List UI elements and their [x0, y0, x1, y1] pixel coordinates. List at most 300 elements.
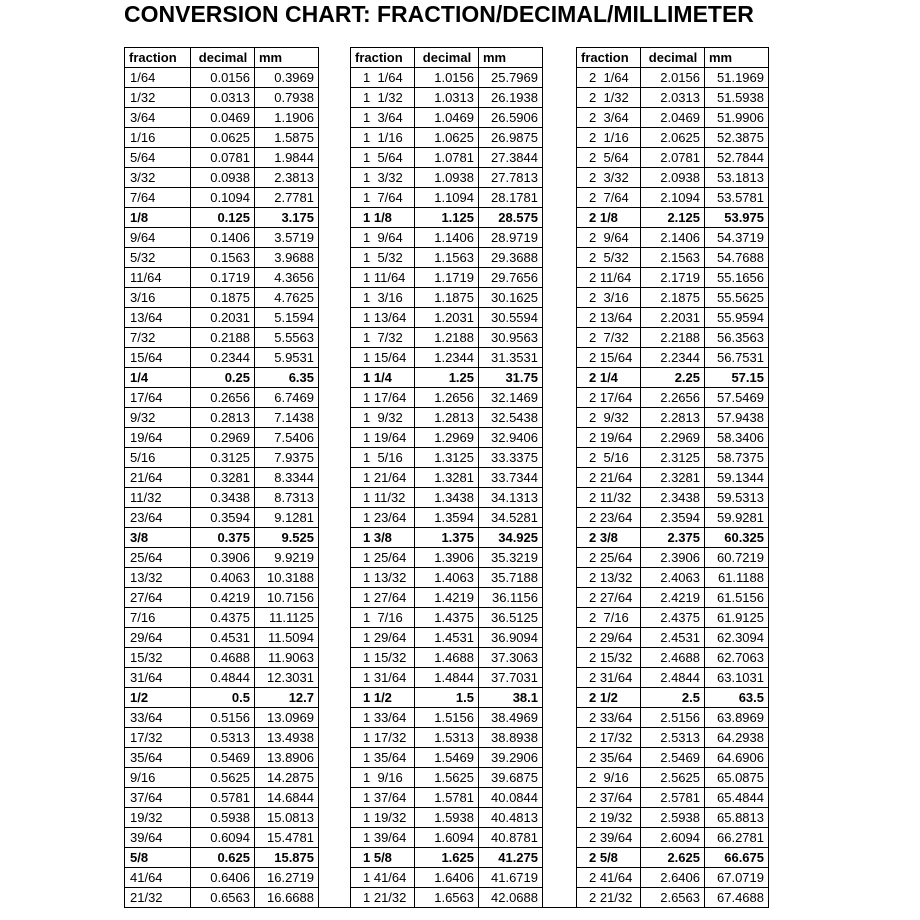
table-row	[125, 548, 769, 568]
fraction-cell: 2 1/2	[577, 688, 641, 708]
fraction-cell: 2 5/64	[577, 148, 641, 168]
decimal-cell: 0.4063	[191, 568, 255, 588]
fraction-cell: 31/64	[125, 668, 191, 688]
mm-cell: 26.5906	[479, 108, 543, 128]
column-gap	[319, 728, 351, 748]
mm-cell: 63.8969	[705, 708, 769, 728]
decimal-cell: 2.0625	[641, 128, 705, 148]
mm-cell: 28.575	[479, 208, 543, 228]
column-gap	[319, 408, 351, 428]
mm-cell: 59.9281	[705, 508, 769, 528]
table-row	[125, 68, 769, 88]
column-gap	[319, 88, 351, 108]
column-gap	[543, 288, 577, 308]
table-row	[125, 588, 769, 608]
column-gap	[543, 448, 577, 468]
mm-cell: 67.4688	[705, 888, 769, 908]
fraction-cell: 2 13/64	[577, 308, 641, 328]
column-gap	[543, 88, 577, 108]
mm-cell: 5.5563	[255, 328, 319, 348]
decimal-cell: 0.0313	[191, 88, 255, 108]
column-gap	[543, 128, 577, 148]
table-row	[125, 388, 769, 408]
column-gap	[319, 368, 351, 388]
mm-cell: 16.6688	[255, 888, 319, 908]
decimal-cell: 0.3594	[191, 508, 255, 528]
column-gap	[543, 348, 577, 368]
fraction-cell: 2 9/32	[577, 408, 641, 428]
mm-cell: 39.6875	[479, 768, 543, 788]
mm-cell: 3.9688	[255, 248, 319, 268]
mm-cell: 61.1188	[705, 568, 769, 588]
decimal-cell: 0.2813	[191, 408, 255, 428]
fraction-cell: 2 1/4	[577, 368, 641, 388]
fraction-cell: 25/64	[125, 548, 191, 568]
decimal-cell: 1.4219	[415, 588, 479, 608]
fraction-cell: 2 7/16	[577, 608, 641, 628]
fraction-cell: 2 19/32	[577, 808, 641, 828]
mm-cell: 7.9375	[255, 448, 319, 468]
mm-cell: 53.975	[705, 208, 769, 228]
mm-cell: 63.5	[705, 688, 769, 708]
decimal-cell: 0.1875	[191, 288, 255, 308]
decimal-cell: 0.2188	[191, 328, 255, 348]
decimal-cell: 0.2031	[191, 308, 255, 328]
fraction-cell: 3/32	[125, 168, 191, 188]
header-decimal: decimal	[415, 48, 479, 68]
fraction-cell: 1 11/64	[351, 268, 415, 288]
fraction-cell: 1 7/32	[351, 328, 415, 348]
decimal-cell: 1.5469	[415, 748, 479, 768]
table-row	[125, 848, 769, 868]
column-gap	[319, 868, 351, 888]
decimal-cell: 0.5313	[191, 728, 255, 748]
fraction-cell: 35/64	[125, 748, 191, 768]
mm-cell: 9.9219	[255, 548, 319, 568]
header-mm: mm	[479, 48, 543, 68]
fraction-cell: 21/64	[125, 468, 191, 488]
fraction-cell: 37/64	[125, 788, 191, 808]
column-gap	[543, 428, 577, 448]
fraction-cell: 1 1/4	[351, 368, 415, 388]
table-row	[125, 888, 769, 908]
mm-cell: 9.1281	[255, 508, 319, 528]
decimal-cell: 0.6406	[191, 868, 255, 888]
mm-cell: 65.0875	[705, 768, 769, 788]
decimal-cell: 2.5156	[641, 708, 705, 728]
fraction-cell: 1/4	[125, 368, 191, 388]
fraction-cell: 1 11/32	[351, 488, 415, 508]
column-gap	[319, 628, 351, 648]
fraction-cell: 1 5/16	[351, 448, 415, 468]
fraction-cell: 1 1/64	[351, 68, 415, 88]
decimal-cell: 0.4219	[191, 588, 255, 608]
column-gap	[543, 468, 577, 488]
mm-cell: 61.5156	[705, 588, 769, 608]
column-gap	[543, 308, 577, 328]
column-gap	[543, 328, 577, 348]
mm-cell: 40.0844	[479, 788, 543, 808]
mm-cell: 34.925	[479, 528, 543, 548]
mm-cell: 64.6906	[705, 748, 769, 768]
fraction-cell: 2 3/32	[577, 168, 641, 188]
column-gap	[543, 888, 577, 908]
table-row	[125, 468, 769, 488]
mm-cell: 30.9563	[479, 328, 543, 348]
column-gap	[319, 108, 351, 128]
decimal-cell: 2.1719	[641, 268, 705, 288]
fraction-cell: 1 7/64	[351, 188, 415, 208]
fraction-cell: 2 1/16	[577, 128, 641, 148]
decimal-cell: 2.0938	[641, 168, 705, 188]
fraction-cell: 1 5/32	[351, 248, 415, 268]
decimal-cell: 1.2188	[415, 328, 479, 348]
fraction-cell: 2 27/64	[577, 588, 641, 608]
fraction-cell: 2 25/64	[577, 548, 641, 568]
mm-cell: 13.8906	[255, 748, 319, 768]
decimal-cell: 1.3594	[415, 508, 479, 528]
decimal-cell: 2.1094	[641, 188, 705, 208]
table-row	[125, 648, 769, 668]
mm-cell: 30.5594	[479, 308, 543, 328]
mm-cell: 51.9906	[705, 108, 769, 128]
mm-cell: 14.2875	[255, 768, 319, 788]
mm-cell: 54.7688	[705, 248, 769, 268]
mm-cell: 0.3969	[255, 68, 319, 88]
header-mm: mm	[705, 48, 769, 68]
fraction-cell: 2 1/32	[577, 88, 641, 108]
decimal-cell: 2.4375	[641, 608, 705, 628]
decimal-cell: 2.5313	[641, 728, 705, 748]
decimal-cell: 0.1563	[191, 248, 255, 268]
table-row	[125, 168, 769, 188]
column-gap	[543, 728, 577, 748]
decimal-cell: 1.1563	[415, 248, 479, 268]
decimal-cell: 0.3438	[191, 488, 255, 508]
mm-cell: 11.9063	[255, 648, 319, 668]
fraction-cell: 1 1/8	[351, 208, 415, 228]
mm-cell: 38.4969	[479, 708, 543, 728]
table-row	[125, 668, 769, 688]
fraction-cell: 23/64	[125, 508, 191, 528]
decimal-cell: 2.0313	[641, 88, 705, 108]
fraction-cell: 9/64	[125, 228, 191, 248]
fraction-cell: 5/16	[125, 448, 191, 468]
mm-cell: 15.0813	[255, 808, 319, 828]
decimal-cell: 1.5156	[415, 708, 479, 728]
mm-cell: 4.7625	[255, 288, 319, 308]
mm-cell: 11.5094	[255, 628, 319, 648]
column-gap	[319, 308, 351, 328]
fraction-cell: 19/32	[125, 808, 191, 828]
mm-cell: 61.9125	[705, 608, 769, 628]
column-gap	[319, 448, 351, 468]
fraction-cell: 29/64	[125, 628, 191, 648]
decimal-cell: 2.4531	[641, 628, 705, 648]
decimal-cell: 0.0469	[191, 108, 255, 128]
column-gap	[319, 188, 351, 208]
mm-cell: 29.3688	[479, 248, 543, 268]
mm-cell: 2.3813	[255, 168, 319, 188]
column-gap	[319, 648, 351, 668]
decimal-cell: 1.3906	[415, 548, 479, 568]
decimal-cell: 0.3281	[191, 468, 255, 488]
column-gap	[543, 788, 577, 808]
mm-cell: 32.1469	[479, 388, 543, 408]
decimal-cell: 1.125	[415, 208, 479, 228]
decimal-cell: 1.4844	[415, 668, 479, 688]
mm-cell: 30.1625	[479, 288, 543, 308]
fraction-cell: 2 9/16	[577, 768, 641, 788]
decimal-cell: 0.3125	[191, 448, 255, 468]
table-row	[125, 788, 769, 808]
table-row	[125, 608, 769, 628]
column-gap	[543, 208, 577, 228]
decimal-cell: 2.4219	[641, 588, 705, 608]
column-gap	[319, 568, 351, 588]
table-row	[125, 708, 769, 728]
fraction-cell: 13/32	[125, 568, 191, 588]
column-gap	[319, 248, 351, 268]
mm-cell: 51.1969	[705, 68, 769, 88]
column-gap	[319, 428, 351, 448]
mm-cell: 36.1156	[479, 588, 543, 608]
mm-cell: 55.1656	[705, 268, 769, 288]
column-gap	[319, 148, 351, 168]
decimal-cell: 1.5938	[415, 808, 479, 828]
fraction-cell: 2 17/32	[577, 728, 641, 748]
decimal-cell: 1.0469	[415, 108, 479, 128]
decimal-cell: 0.4688	[191, 648, 255, 668]
mm-cell: 60.7219	[705, 548, 769, 568]
table-row	[125, 408, 769, 428]
fraction-cell: 1 1/32	[351, 88, 415, 108]
decimal-cell: 0.3906	[191, 548, 255, 568]
fraction-cell: 33/64	[125, 708, 191, 728]
fraction-cell: 1 9/16	[351, 768, 415, 788]
column-gap	[543, 708, 577, 728]
decimal-cell: 1.375	[415, 528, 479, 548]
decimal-cell: 0.2969	[191, 428, 255, 448]
decimal-cell: 1.1875	[415, 288, 479, 308]
fraction-cell: 1 29/64	[351, 628, 415, 648]
column-gap	[543, 228, 577, 248]
mm-cell: 3.5719	[255, 228, 319, 248]
decimal-cell: 0.1719	[191, 268, 255, 288]
decimal-cell: 1.2969	[415, 428, 479, 448]
decimal-cell: 2.4688	[641, 648, 705, 668]
decimal-cell: 2.4063	[641, 568, 705, 588]
decimal-cell: 0.625	[191, 848, 255, 868]
table-row	[125, 688, 769, 708]
fraction-cell: 2 31/64	[577, 668, 641, 688]
fraction-cell: 19/64	[125, 428, 191, 448]
column-gap	[543, 188, 577, 208]
fraction-cell: 1 33/64	[351, 708, 415, 728]
table-row	[125, 328, 769, 348]
mm-cell: 11.1125	[255, 608, 319, 628]
column-gap	[319, 468, 351, 488]
decimal-cell: 2.3906	[641, 548, 705, 568]
decimal-cell: 1.0156	[415, 68, 479, 88]
fraction-cell: 11/32	[125, 488, 191, 508]
column-gap	[319, 688, 351, 708]
column-gap	[543, 368, 577, 388]
decimal-cell: 0.1406	[191, 228, 255, 248]
mm-cell: 58.3406	[705, 428, 769, 448]
mm-cell: 42.0688	[479, 888, 543, 908]
fraction-cell: 2 7/64	[577, 188, 641, 208]
fraction-cell: 2 5/16	[577, 448, 641, 468]
fraction-cell: 1/16	[125, 128, 191, 148]
mm-cell: 28.9719	[479, 228, 543, 248]
column-gap	[543, 108, 577, 128]
decimal-cell: 0.4531	[191, 628, 255, 648]
table-row	[125, 308, 769, 328]
decimal-cell: 1.5313	[415, 728, 479, 748]
decimal-cell: 2.3281	[641, 468, 705, 488]
mm-cell: 34.1313	[479, 488, 543, 508]
column-gap	[319, 348, 351, 368]
table-row	[125, 88, 769, 108]
decimal-cell: 0.5781	[191, 788, 255, 808]
fraction-cell: 5/8	[125, 848, 191, 868]
table-header-row	[125, 48, 769, 68]
fraction-cell: 3/16	[125, 288, 191, 308]
column-gap	[319, 208, 351, 228]
decimal-cell: 1.2813	[415, 408, 479, 428]
decimal-cell: 1.3281	[415, 468, 479, 488]
mm-cell: 15.4781	[255, 828, 319, 848]
fraction-cell: 41/64	[125, 868, 191, 888]
fraction-cell: 2 29/64	[577, 628, 641, 648]
column-gap	[543, 648, 577, 668]
mm-cell: 7.1438	[255, 408, 319, 428]
fraction-cell: 13/64	[125, 308, 191, 328]
decimal-cell: 0.5938	[191, 808, 255, 828]
decimal-cell: 2.5469	[641, 748, 705, 768]
fraction-cell: 2 23/64	[577, 508, 641, 528]
fraction-cell: 2 11/64	[577, 268, 641, 288]
decimal-cell: 2.3125	[641, 448, 705, 468]
table-row	[125, 348, 769, 368]
table-row	[125, 488, 769, 508]
decimal-cell: 2.0781	[641, 148, 705, 168]
mm-cell: 57.9438	[705, 408, 769, 428]
fraction-cell: 1 31/64	[351, 668, 415, 688]
fraction-cell: 2 15/32	[577, 648, 641, 668]
table-row	[125, 268, 769, 288]
mm-cell: 55.5625	[705, 288, 769, 308]
mm-cell: 51.5938	[705, 88, 769, 108]
column-gap	[319, 548, 351, 568]
mm-cell: 40.4813	[479, 808, 543, 828]
mm-cell: 55.9594	[705, 308, 769, 328]
fraction-cell: 39/64	[125, 828, 191, 848]
table-row	[125, 108, 769, 128]
decimal-cell: 2.3594	[641, 508, 705, 528]
mm-cell: 33.7344	[479, 468, 543, 488]
decimal-cell: 1.6094	[415, 828, 479, 848]
decimal-cell: 1.3438	[415, 488, 479, 508]
fraction-cell: 1 9/64	[351, 228, 415, 248]
column-gap	[543, 408, 577, 428]
mm-cell: 31.75	[479, 368, 543, 388]
fraction-cell: 17/64	[125, 388, 191, 408]
column-gap	[543, 148, 577, 168]
decimal-cell: 0.5625	[191, 768, 255, 788]
mm-cell: 31.3531	[479, 348, 543, 368]
mm-cell: 29.7656	[479, 268, 543, 288]
fraction-cell: 2 1/64	[577, 68, 641, 88]
fraction-cell: 7/16	[125, 608, 191, 628]
column-gap	[319, 488, 351, 508]
decimal-cell: 1.0313	[415, 88, 479, 108]
fraction-cell: 2 11/32	[577, 488, 641, 508]
decimal-cell: 2.0469	[641, 108, 705, 128]
decimal-cell: 1.3125	[415, 448, 479, 468]
decimal-cell: 2.5938	[641, 808, 705, 828]
table-row	[125, 448, 769, 468]
fraction-cell: 27/64	[125, 588, 191, 608]
table-row	[125, 248, 769, 268]
decimal-cell: 1.2344	[415, 348, 479, 368]
mm-cell: 38.1	[479, 688, 543, 708]
decimal-cell: 0.5469	[191, 748, 255, 768]
mm-cell: 6.35	[255, 368, 319, 388]
column-gap	[319, 528, 351, 548]
decimal-cell: 2.2344	[641, 348, 705, 368]
mm-cell: 57.5469	[705, 388, 769, 408]
mm-cell: 41.275	[479, 848, 543, 868]
fraction-cell: 2 1/8	[577, 208, 641, 228]
column-gap	[543, 688, 577, 708]
fraction-cell: 1 17/32	[351, 728, 415, 748]
table-row	[125, 768, 769, 788]
page-title: CONVERSION CHART: FRACTION/DECIMAL/MILLIMETER	[124, 1, 754, 27]
mm-cell: 37.7031	[479, 668, 543, 688]
column-gap	[319, 328, 351, 348]
mm-cell: 10.3188	[255, 568, 319, 588]
decimal-cell: 1.0625	[415, 128, 479, 148]
column-gap	[543, 848, 577, 868]
mm-cell: 39.2906	[479, 748, 543, 768]
column-gap	[543, 828, 577, 848]
column-gap	[543, 808, 577, 828]
column-gap	[543, 668, 577, 688]
mm-cell: 66.2781	[705, 828, 769, 848]
column-gap	[319, 668, 351, 688]
table-row	[125, 188, 769, 208]
column-gap	[543, 508, 577, 528]
mm-cell: 12.7	[255, 688, 319, 708]
table-row	[125, 228, 769, 248]
table-row	[125, 808, 769, 828]
mm-cell: 5.1594	[255, 308, 319, 328]
column-gap	[543, 748, 577, 768]
decimal-cell: 2.375	[641, 528, 705, 548]
decimal-cell: 1.1719	[415, 268, 479, 288]
mm-cell: 58.7375	[705, 448, 769, 468]
fraction-cell: 1 27/64	[351, 588, 415, 608]
table-row	[125, 148, 769, 168]
column-gap	[543, 548, 577, 568]
mm-cell: 14.6844	[255, 788, 319, 808]
table-row	[125, 128, 769, 148]
fraction-cell: 2 37/64	[577, 788, 641, 808]
mm-cell: 10.7156	[255, 588, 319, 608]
column-gap	[543, 868, 577, 888]
